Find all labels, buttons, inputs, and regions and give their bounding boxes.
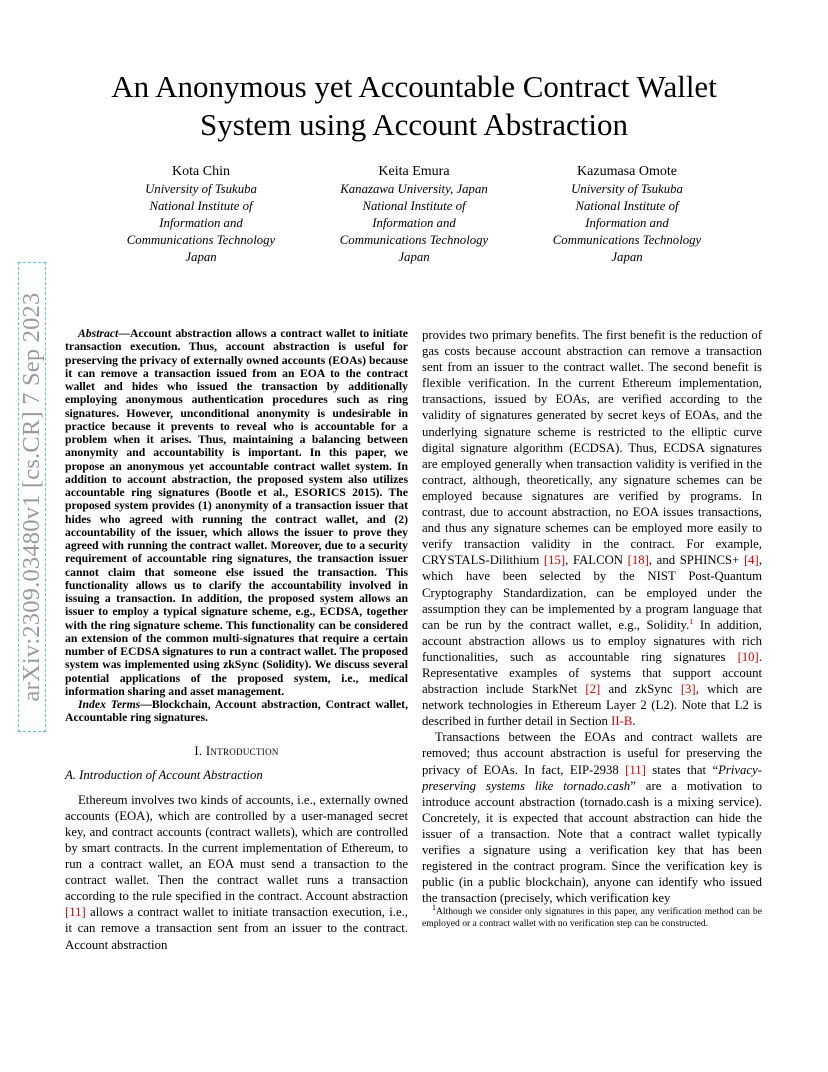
- footnote-number: 1: [432, 903, 436, 913]
- emphasis-quote: Privacy-preserving systems like tornado.cash: [422, 762, 762, 793]
- citation-link[interactable]: [4]: [743, 553, 759, 568]
- benefits-paragraph: [422, 327, 762, 729]
- abstract-body: —Account abstraction allows a contract wallet to initiate transaction execution. Thus, account abstraction is useful for preserving the privacy of externally owned accounts (EOAs) because it can remove a transaction issued from an EOA to the contract wallet and hides who issued the transaction by additionally employing anonymous authentication procedures such as ring signatures. However, unconditional anonymity is undesirable in practice because it prevents to reveal who is accountable for a problem when it arises. Thus, maintaining a balancing between anonymity and accountability is important. In this paper, we propose an anonymous yet accountable contract wallet system. In addition to account abstraction, the proposed system also utilizes accountable ring signatures (Bootle et al., ESORICS 2015). The proposed system provides (1) anonymity of a transaction issuer that hides who agreed with running the contract wallet, and (2) accountability of the issuer, which allows the issuer to prove they agreed with running the contract wallet. Moreover, due to a security requirement of accountable ring signatures, the transaction issuer cannot claim that someone else issued the transaction. This functionality allows us to clarify the accountability involved in issuing a transaction. In addition, the proposed system allows an issuer to employ a typical signature scheme, e.g., ECDSA, together with the ring signature scheme. This functionality can be considered an extension of the common multi-signatures that require a certain number of ECDSA signatures to run a contract wallet. The proposed system was implemented using zkSync (Solidity). We discuss several potential applications of the proposed system, i.e., medical information sharing and asset management.: [65, 327, 408, 698]
- text-run: allows a contract wallet to initiate transaction execution, i.e., it can remove a transaction sent from an issuer to the contract. Account abstraction: [65, 905, 408, 952]
- text-run: Transactions between the EOAs and contract wallets are removed; thus account abstraction is useful for preserving the privacy of EOAs. In fact, EIP-2938: [422, 730, 762, 777]
- citation-link[interactable]: [2]: [585, 682, 601, 697]
- left-column: [65, 327, 408, 953]
- author-affiliation-line: National Institute of: [149, 199, 253, 213]
- author-block: [0, 163, 828, 273]
- section-heading: I. Introduction: [194, 743, 279, 758]
- footnote-marker[interactable]: 1: [689, 616, 694, 626]
- citation-link[interactable]: [15]: [543, 553, 566, 568]
- index-terms: [65, 698, 408, 725]
- author-3: [517, 163, 737, 266]
- text-run: , which are network technologies in Ethereum Layer 2 (L2). Note that L2 is described in further detail in Section: [422, 682, 762, 729]
- subsection-heading: A. Introduction of Account Abstraction: [65, 767, 263, 782]
- text-run: .: [632, 714, 636, 729]
- intro-paragraph: [65, 792, 408, 953]
- text-run: and zkSync: [600, 682, 681, 697]
- arxiv-stamp[interactable]: [18, 262, 46, 732]
- author-affiliation-line: Japan: [185, 250, 217, 264]
- text-run: states that “: [645, 762, 719, 777]
- abstract-lead: Abstract: [78, 327, 119, 340]
- right-column: [422, 327, 762, 930]
- text-run: , FALCON: [565, 553, 628, 568]
- author-affiliation-line: University of Tsukuba: [571, 182, 683, 196]
- privacy-paragraph: [422, 729, 762, 906]
- author-affiliation-line: Information and: [372, 216, 456, 230]
- footnote: [422, 903, 762, 930]
- citation-link[interactable]: [11]: [625, 762, 646, 777]
- author-2: [304, 163, 524, 266]
- author-affiliation-line: Information and: [585, 216, 669, 230]
- section-link[interactable]: II-B: [611, 714, 633, 729]
- text-run: . Representative examples of systems that support account abstraction include StarkNet: [422, 649, 762, 697]
- text-run: provides two primary benefits. The first benefit is the reduction of gas costs because account abstraction can remove a transaction sent from an issuer to the contract wallet. The second benefit is flexible verification. In the current Ethereum implementation, transactions, issued by EOAs, are verified according to the validity of signatures generated by secret keys of EOAs, and the underlying signature scheme is restricted to the elliptic curve digital signature algorithm (ECDSA). Thus, ECDSA signatures are employed generally when transaction validity is verified in the contract, although, theoretically, any signature schemes can be employed because signatures are verified by programs. In contrast, due to account abstraction, no EOA issues transactions, and thus any signature schemes can be employed more easily to verify transaction validity in the contract. For example, CRYSTALS-Dilithium: [422, 328, 762, 568]
- text-run: Ethereum involves two kinds of accounts, i.e., externally owned accounts (EOA), which are controlled by a user-managed secret key, and contract accounts (contract wallets), which are controlled by smart contracts. In the current implementation of Ethereum, to run a contract wallet, an EOA must send a transaction to the contract wallet. Then the contract wallet runs a transaction according to the rule specified in the contract. Account abstraction: [65, 792, 408, 904]
- author-affiliation-line: Kanazawa University, Japan: [340, 182, 488, 196]
- text-run: ” are a motivation to introduce account abstraction (tornado.cash is a mixing service). Concretely, it is expected that account abstraction can hide the issuer of a transaction. Note that a contract wallet typically verifies a signature using a verification key that has been registered in the contract program. Since the verification key is public (in a public blockchain), anyone can identify who issued the transaction (precisely, which verification key: [422, 778, 763, 906]
- author-name: Kota Chin: [172, 164, 230, 179]
- title-line-1: An Anonymous yet Accountable Contract Wallet: [111, 69, 717, 104]
- citation-link[interactable]: [10]: [737, 649, 759, 664]
- author-affiliation-line: Japan: [398, 250, 430, 264]
- text-run: , which have been selected by the NIST Post-Quantum Cryptography Standardization, can be employed under the assumption they can be implemented by a program language that can be run by the contract wallet, e.g., Solidity.: [422, 553, 762, 632]
- citation-link[interactable]: [11]: [65, 905, 86, 920]
- abstract: [65, 327, 408, 698]
- arxiv-stamp-text: arXiv:2309.03480v1 [cs.CR] 7 Sep 2023: [18, 292, 45, 702]
- title-line-2: System using Account Abstraction: [200, 107, 628, 142]
- author-affiliation-line: Communications Technology: [552, 233, 702, 247]
- author-name: Keita Emura: [378, 164, 450, 179]
- author-affiliation-line: University of Tsukuba: [145, 182, 257, 196]
- author-affiliation-line: Communications Technology: [126, 233, 276, 247]
- author-affiliation-line: Information and: [159, 216, 243, 230]
- citation-link[interactable]: [3]: [680, 682, 696, 697]
- author-affiliation-line: National Institute of: [575, 199, 679, 213]
- index-terms-body: —Blockchain, Account abstraction, Contract wallet, Accountable ring signatures.: [65, 698, 409, 725]
- author-affiliation-line: National Institute of: [362, 199, 466, 213]
- footnote-text: Although we consider only signatures in this paper, any verification method can be employed or a contract wallet with no verification step can be constructed.: [422, 906, 762, 930]
- author-affiliation-line: Japan: [611, 250, 643, 264]
- text-run: , and SPHINCS+: [648, 553, 744, 568]
- author-name: Kazumasa Omote: [577, 164, 677, 179]
- author-affiliation-line: Communications Technology: [339, 233, 489, 247]
- index-terms-lead: Index Terms: [78, 698, 141, 711]
- text-run: In addition, account abstraction allows us to employ signatures with rich functionalities, such as accountable ring signatures: [422, 617, 762, 664]
- citation-link[interactable]: [18]: [627, 553, 649, 568]
- paper-title: [60, 68, 768, 144]
- author-1: [91, 163, 311, 266]
